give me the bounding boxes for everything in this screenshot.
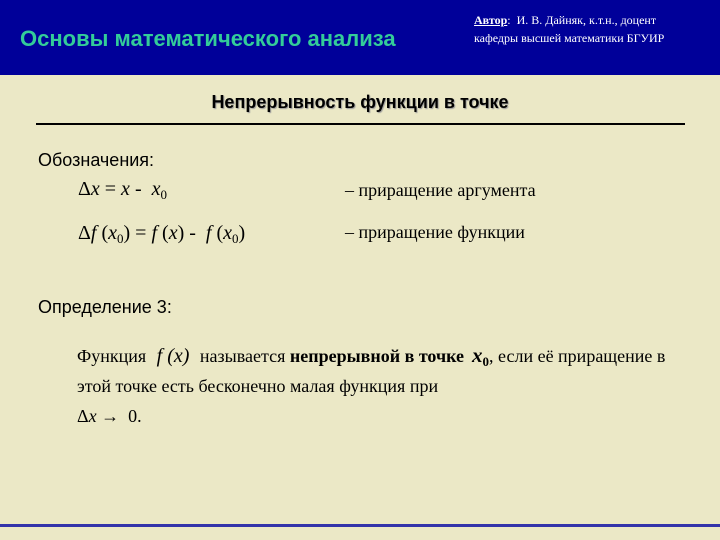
slide-header (0, 0, 720, 75)
definition-term: непрерывной в точке (289, 346, 465, 366)
author-line-2: кафедры высшей математики БГУИР (474, 31, 665, 45)
author-separator: : (507, 13, 511, 27)
notation-desc-argument: – приращение аргумента (345, 180, 536, 200)
definition-text (77, 340, 677, 431)
notation-label: Обозначения: (38, 150, 155, 170)
author-label: Автор (474, 13, 508, 27)
formula-f-of-x: f (x) (156, 345, 190, 367)
author-info (474, 11, 714, 47)
slide-subtitle: Непрерывность функции в точке (211, 92, 509, 112)
limit-tail: 0. (128, 406, 142, 426)
subtitle-divider (36, 123, 685, 125)
course-title: Основы математического анализа (20, 26, 396, 51)
formula-limit: Δx → 0. (77, 406, 142, 426)
definition-text-2: называется (199, 346, 286, 366)
definition-text-1: Функция (77, 346, 147, 366)
author-name: И. В. Дайняк, к.т.н., доцент (516, 13, 657, 27)
footer-divider (0, 524, 720, 527)
formula-x0: $x_0$ (472, 343, 490, 369)
author-line-1 (474, 11, 714, 29)
definition-label: Определение 3: (38, 297, 172, 317)
formula-delta-f: Δf $(x_0) = f$ (x) - f $(x_0)$ (78, 222, 246, 246)
formula-delta-x: $\Delta x = x - x_0$ (78, 178, 167, 202)
definition-text-3: , если её приращение в этой точке есть бесконечно малая функция при (77, 346, 666, 396)
notation-desc-function: – приращение функции (345, 222, 525, 242)
